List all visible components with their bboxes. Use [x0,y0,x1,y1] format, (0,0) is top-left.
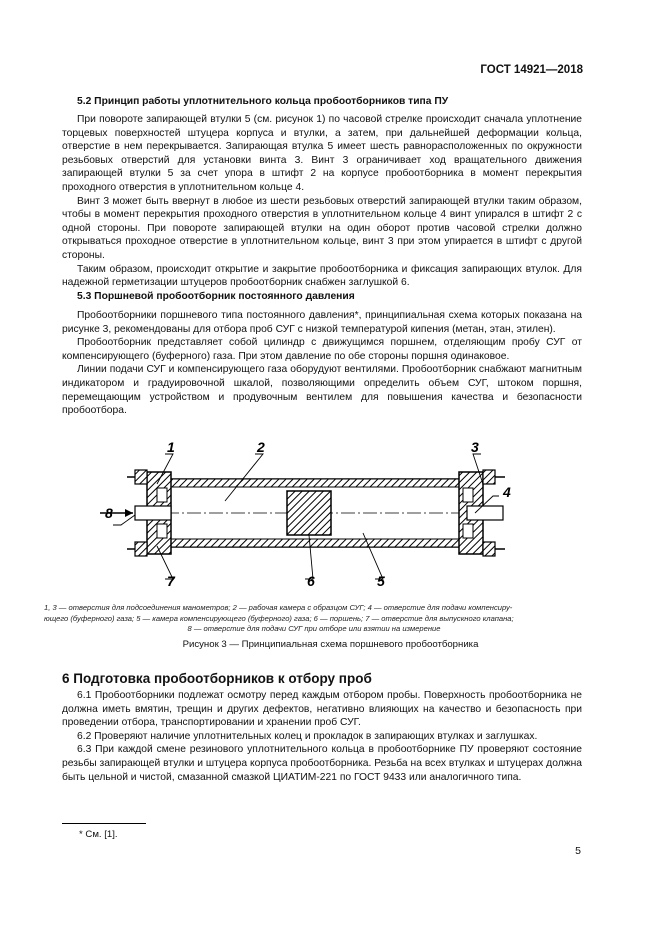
standard-number: ГОСТ 14921—2018 [480,64,583,76]
piston-sampler-diagram [95,436,535,596]
paragraph: Таким образом, происходит открытие и закрытие пробоотборника и фиксация запирающих втулок. Для надежной герметизации штуцеров пробоотборник снабжен заглушкой 6. [62,263,582,289]
figure-caption: Рисунок 3 — Принципиальная схема поршневого пробоотборника [182,639,479,650]
figure-label-2: 2 [257,439,265,455]
footnote-rule [62,823,146,824]
paragraph: 6.3 При каждой смене резинового уплотнительного кольца в пробоотборнике ПУ проверяют состояние резьбы запирающей втулки и штуцера корпуса пробоотборника. Резьба на всех втулках и штуцерах должна быть цельной и чистой, смазанной смазкой ЦИАТИМ-221 по ГОСТ 9433 или аналогичного типа. [62,744,582,783]
piston [287,491,331,535]
paragraph: Пробоотборник представляет собой цилиндр с движущимся поршнем, отделяющим пробу СУГ от компенсирующего (буферного) газа. При этом давление по обе стороны поршня одинаковое. [62,337,582,362]
legend-line: ющего (буферного) газа; 5 — камера компенсирующего (буферного) газа; 6 — поршень; 7 — отверстие для выпускного клапана; [44,613,514,623]
paragraph: При повороте запирающей втулки 5 (см. рисунок 1) по часовой стрелке происходит сначала уплотнение торцевых поверхностей штуцера корпуса и втулки, а затем, при дальнейшей деформации кольца, отверстие в нем перекрывается. Запирающая втулка 5 имеет шесть равнорасположенных по окружности резьбовых отверстий для установки винта 3. Винт 3 ограничивает ход вращательного движения запирающей втулки 5 за счет упора в штифт 2 на корпусе пробоотборника в момент перекрытия проходного отверстия в уплотнительном кольце 4. [62,114,582,193]
figure-label-7: 7 [167,573,175,589]
section-6-text [62,689,582,784]
section-5-3-text [62,309,582,418]
page-number: 5 [575,845,581,857]
paragraph: Линии подачи СУГ и компенсирующего газа оборудуют вентилями. Пробоотборник снабжают магнитным индикатором и градуировочной шкалой, позволяющими определить объем СУГ, штоком поршня, перемещающим устройством и продувочным вентилем для повышения качества и безопасности пробоотбора. [62,364,582,417]
section-6-heading: 6 Подготовка пробоотборников к отбору проб [62,671,372,686]
right-end-cap [459,470,505,556]
figure-label-6: 6 [307,573,315,589]
figure-label-1: 1 [167,439,175,455]
paragraph: Пробоотборники поршневого типа постоянного давления*, принципиальная схема которых показана на рисунке 3, рекомендованы для отбора проб СУГ с низкой температурой кипения (метан, этан, этилен). [62,310,582,335]
legend-line: 8 — отверстие для подачи СУГ при отборе или взятии на измерение [187,624,441,633]
legend-line: 1, 3 — отверстия для подсоединения манометров; 2 — рабочая камера с образцом СУГ; 4 — отверстие для подачи компенсиру- [44,603,513,612]
paragraph: 6.2 Проверяют наличие уплотнительных колец и прокладок в запирающих втулках и заглушках. [77,730,538,742]
figure-label-5: 5 [377,573,385,589]
left-end-cap [127,470,171,556]
footnote: * См. [1]. [79,829,118,840]
figure-label-8: 8 [105,505,113,521]
figure-label-4: 4 [503,484,511,500]
paragraph: Винт 3 может быть ввернут в любое из шести резьбовых отверстий запирающей втулки таким образом, чтобы в момент перекрытия проходного отверстия в уплотнительном кольце 4 винт упирался в штифт 2 с одной стороны. При повороте запирающей втулки на один оборот против часовой стрелки должно открываться проходное отверстие в уплотнительном кольце, винт 3 при этом упирается в штифт с другой стороны. [62,195,582,261]
section-5-2-heading: 5.2 Принцип работы уплотнительного кольца пробоотборников типа ПУ [77,96,449,107]
section-5-3-heading: 5.3 Поршневой пробоотборник постоянного давления [77,291,355,302]
figure-label-3: 3 [471,439,479,455]
figure-legend [44,603,584,635]
section-5-2-text [62,113,582,290]
paragraph: 6.1 Пробоотборники подлежат осмотру перед каждым отбором пробы. Поверхность пробоотборника не должна иметь вмятин, трещин и других дефектов, негативно влияющих на качество и безопасность при проведении отбора, транспортировании и хранении проб СУГ. [62,690,582,729]
